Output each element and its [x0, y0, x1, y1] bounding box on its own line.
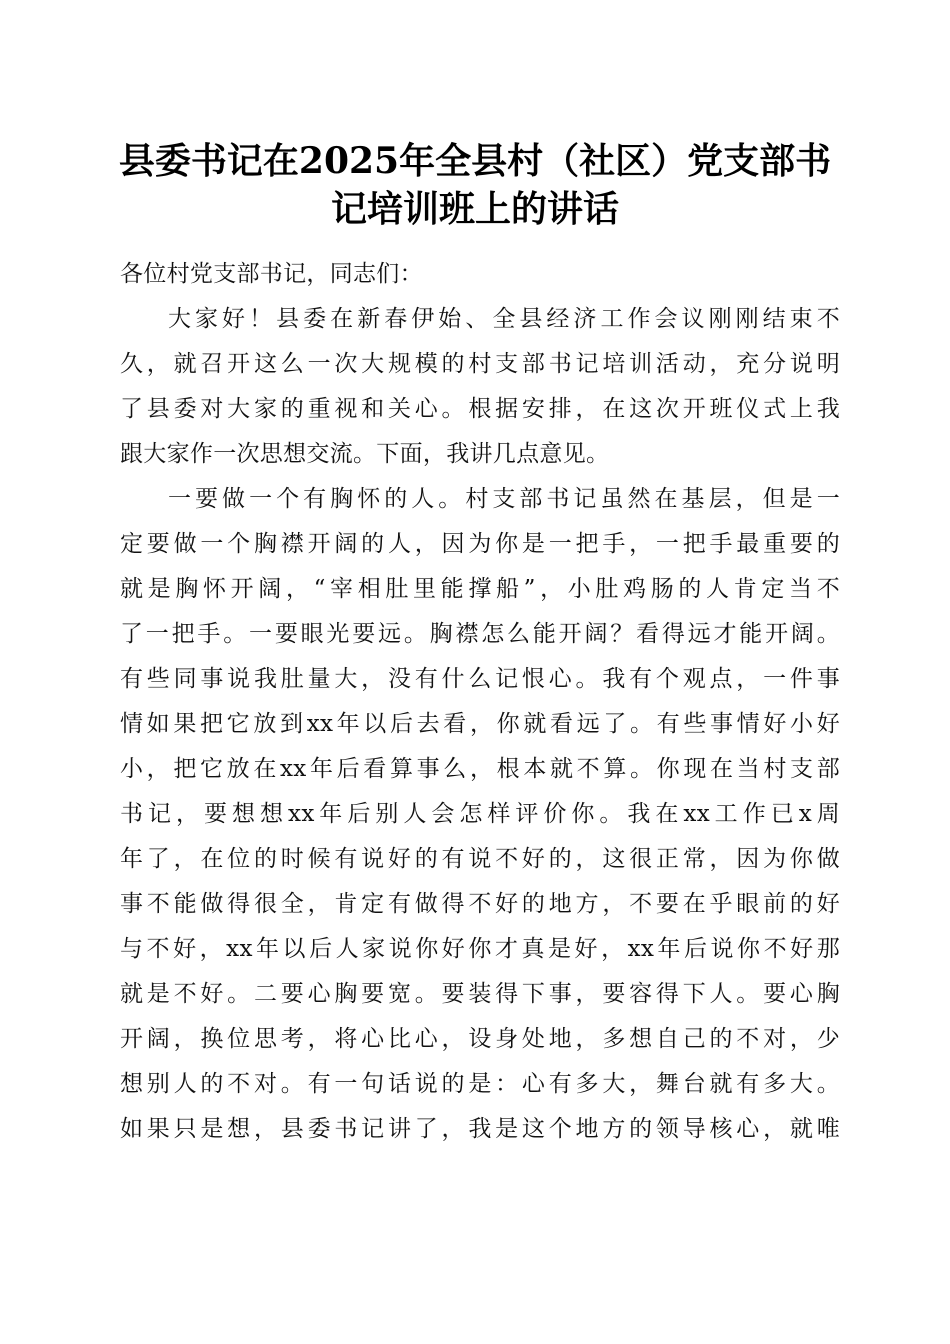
- text-line: 与不好，xx年以后人家说你好你才真是好，xx年后说你不好那: [120, 936, 840, 962]
- text-line: 如果只是想，县委书记讲了，我是这个地方的领导核心，就唯: [120, 1116, 840, 1142]
- text-line: 大家好！县委在新春伊始、全县经济工作会议刚刚结束不: [168, 306, 840, 332]
- text-line: 有些同事说我肚量大，没有什么记恨心。我有个观点，一件事: [120, 666, 840, 692]
- document-title: [0, 137, 950, 233]
- title-line-2: 记培训班上的讲话: [330, 188, 619, 230]
- text-line: 想别人的不对。有一句话说的是：心有多大，舞台就有多大。: [120, 1071, 840, 1097]
- text-line: 定要做一个胸襟开阔的人，因为你是一把手，一把手最重要的: [120, 531, 840, 557]
- text-line: 书记，要想想xx年后别人会怎样评价你。我在xx工作已x周: [120, 801, 840, 827]
- text-line: 一要做一个有胸怀的人。村支部书记虽然在基层，但是一: [168, 486, 840, 512]
- greeting: 各位村党支部书记，同志们：: [120, 261, 423, 287]
- text-line: 了一把手。一要眼光要远。胸襟怎么能开阔？看得远才能开阔。: [120, 621, 840, 647]
- text-line: 开阔，换位思考，将心比心，设身处地，多想自己的不对，少: [120, 1026, 840, 1052]
- text-line: 情如果把它放到xx年以后去看，你就看远了。有些事情好小好: [120, 711, 840, 737]
- text-line: 就是胸怀开阔，“宰相肚里能撑船”，小肚鸡肠的人肯定当不: [120, 576, 840, 602]
- text-line: 久，就召开这么一次大规模的村支部书记培训活动，充分说明: [120, 351, 840, 377]
- text-line: 小，把它放在xx年后看算事么，根本就不算。你现在当村支部: [120, 756, 840, 782]
- text-line: 了县委对大家的重视和关心。根据安排，在这次开班仪式上我: [120, 396, 840, 422]
- text-line: 事不能做得很全，肯定有做得不好的地方，不要在乎眼前的好: [120, 891, 840, 917]
- title-line-1: 县委书记在2025年全县村（社区）党支部书: [118, 140, 832, 182]
- text-line: 年了，在位的时候有说好的有说不好的，这很正常，因为你做: [120, 846, 840, 872]
- paragraph-1: [120, 297, 840, 477]
- document-body: [120, 252, 840, 1152]
- paragraph-2: [120, 477, 840, 1152]
- text-line: 跟大家作一次思想交流。下面，我讲几点意见。: [120, 441, 610, 467]
- text-line: 就是不好。二要心胸要宽。要装得下事，要容得下人。要心胸: [120, 981, 840, 1007]
